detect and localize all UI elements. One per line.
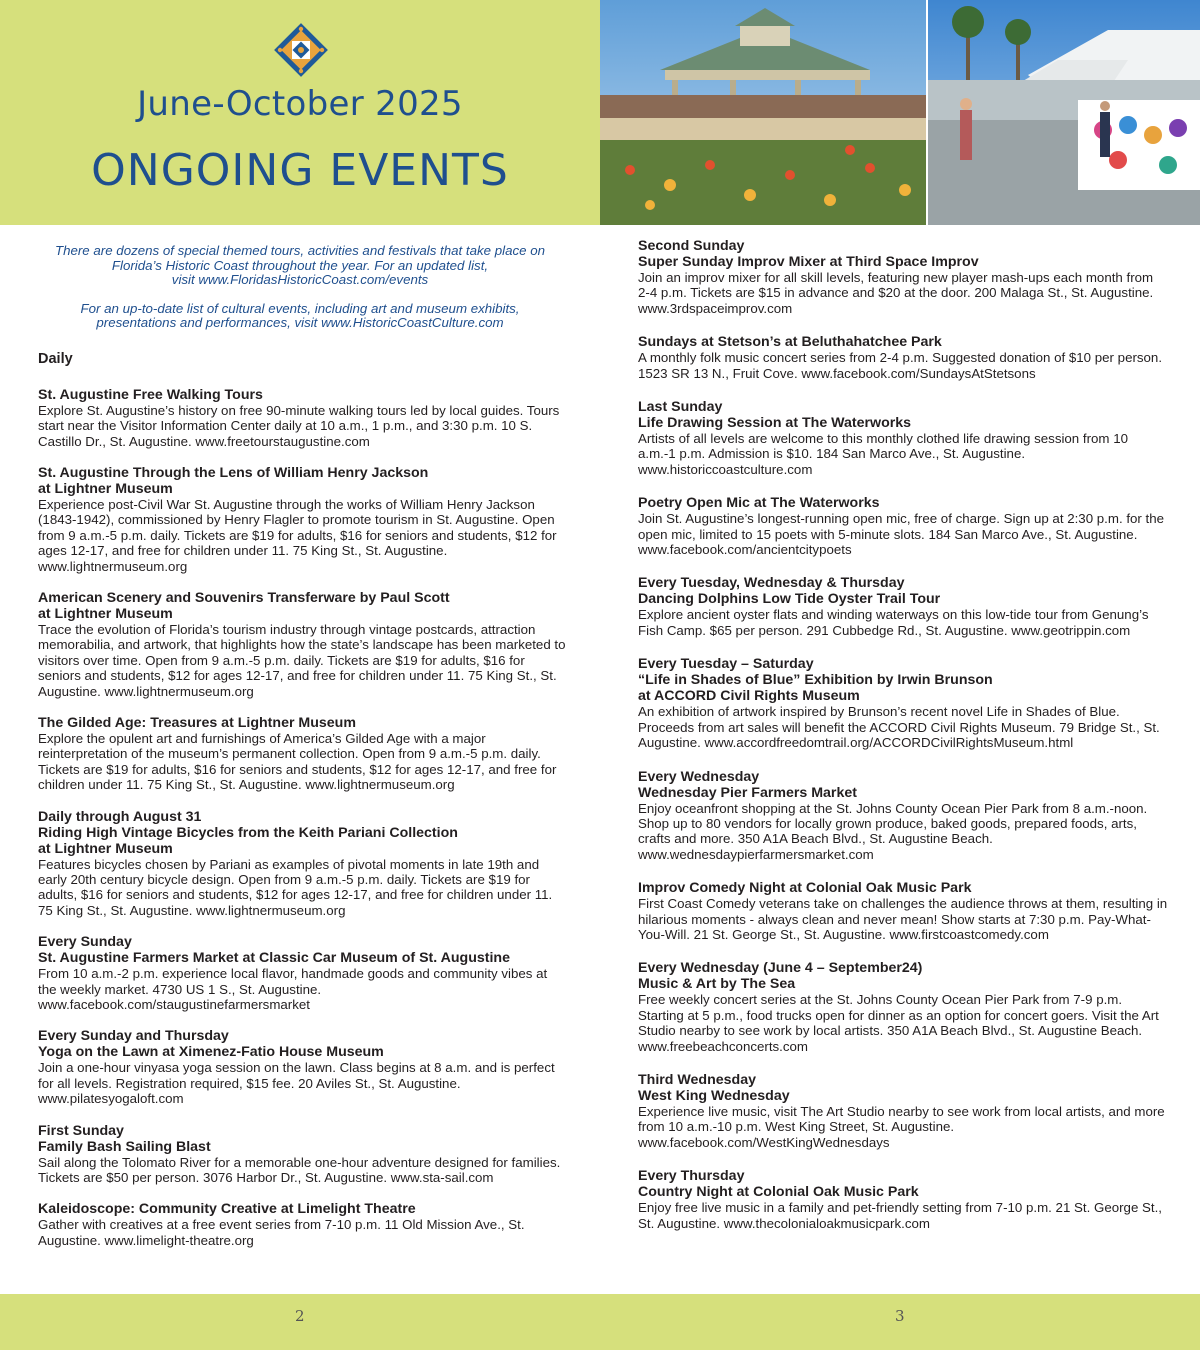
event-schedule-label: Every Sunday and Thursday (38, 1028, 229, 1045)
event-title: St. Augustine Farmers Market at Classic Car Museum of St. Augustine (38, 950, 510, 967)
event-entry (638, 495, 1168, 557)
event-entry (38, 1028, 568, 1106)
event-description: Join St. Augustine’s longest-running open mic, free of charge. Sign up at 2:30 p.m. for the open mic, limited to 15 poets with 5-minute slots. 184 San Marco Ave., St. Augustine. www.facebook.com/ancientcitypoets (638, 511, 1165, 558)
event-title: Kaleidoscope: Community Creative at Limelight Theatre (38, 1201, 416, 1218)
right-event-list (638, 238, 1168, 1231)
event-description: Artists of all levels are welcome to this monthly clothed life drawing session from 10 a.m.-1 p.m. Admission is $10. 184 San Marco Ave., St. Augustine. www.historiccoastculture.com (638, 431, 1128, 477)
event-entry (638, 238, 1168, 316)
event-title: Country Night at Colonial Oak Music Park (638, 1184, 919, 1201)
event-title: American Scenery and Souvenirs Transferware by Paul Scott (38, 589, 450, 606)
left-event-list (38, 387, 568, 1249)
event-description: From 10 a.m.-2 p.m. experience local flavor, handmade goods and community vibes at the weekly market. 4730 US 1 S., St. Augustine. www.facebook.com/staugustinefarmersmarket (38, 966, 548, 1013)
intro-line: visit www.FloridasHistoricCoast.com/events (171, 272, 429, 287)
intro-line: Florida’s Historic Coast throughout the year. For an updated list, (111, 257, 489, 273)
event-schedule-label: Every Tuesday – Saturday (638, 656, 814, 673)
right-column (638, 238, 1168, 1249)
event-schedule-label: Every Thursday (638, 1168, 745, 1185)
event-description: Join an improv mixer for all skill levels, featuring new player mash-ups each month from 2-4 p.m. Tickets are $15 in advance and $20 at the door. 200 Malaga St., St. Augustine. www.3rdspaceimprov.com (638, 270, 1154, 316)
event-entry (38, 715, 568, 793)
event-schedule-label: Every Wednesday (638, 768, 760, 785)
event-entry (638, 399, 1168, 477)
event-description: Free weekly concert series at the St. Johns County Ocean Pier Park from 7-9 p.m. Starting at 5 p.m., food trucks open for dinner as an option for concert goers. Visit the Art Studio nearby to see work by local artists. 350 A1A Beach Blvd., St. Augustine Beach. www.freebeachconcerts.com (638, 992, 1159, 1054)
intro-line: For an up-to-date list of cultural events, including art and museum exhibits, (80, 300, 520, 316)
event-description: Experience live music, visit The Art Studio nearby to see work from local artists, and more from 10 a.m.-10 p.m. West King Street, St. Augustine. www.facebook.com/WestKingWednesdays (638, 1103, 1165, 1150)
event-title: Wednesday Pier Farmers Market (638, 784, 857, 801)
event-schedule-label: Last Sunday (638, 399, 723, 416)
event-entry (38, 465, 568, 574)
event-description: Enjoy free live music in a family and pet-friendly setting from 7-10 p.m. 21 St. George St., St. Augustine. www.thecolonialoakmusicpark.com (638, 1200, 1162, 1231)
market-tents-photo (928, 0, 1200, 225)
event-entry (38, 1201, 568, 1248)
pavilion-crowd-photo (600, 0, 926, 225)
event-description: Explore the opulent art and furnishings of America’s Gilded Age with a major reinterpretation of the museum’s permanent collection. Open from 9 a.m.-5 p.m. daily. Tickets are $19 for adults, $16 for seniors and students, $12 for ages 12-17, and free for children under 11. 75 King St., St. Augustine. www.lightnermuseum.org (38, 730, 557, 793)
event-description: An exhibition of artwork inspired by Brunson’s recent novel Life in Shades of Blue. Proceeds from art sales will benefit the ACCORD Civil Rights Museum. 79 Bridge St., St. Augustine. www.accordfreedomtrail.org/ACCORDCivilRightsMuseum.html (638, 704, 1160, 751)
event-description: A monthly folk music concert series from 2-4 p.m. Suggested donation of $10 per person. 1523 SR 13 N., Fruit Cove. www.facebook.com/SundaysAtStetsons (638, 350, 1163, 381)
event-title: Improv Comedy Night at Colonial Oak Music Park (638, 880, 972, 897)
event-title: Yoga on the Lawn at Ximenez-Fatio House Museum (38, 1044, 384, 1061)
page-number-right: 3 (895, 1307, 905, 1325)
event-title: Poetry Open Mic at The Waterworks (638, 495, 880, 512)
footer-band (0, 1294, 1200, 1350)
event-entry (38, 809, 568, 919)
event-venue: at Lightner Museum (38, 840, 173, 857)
event-title: Family Bash Sailing Blast (38, 1138, 211, 1155)
event-title: Super Sunday Improv Mixer at Third Space Improv (638, 254, 979, 270)
page-number-left: 2 (295, 1307, 305, 1325)
event-entry (638, 1168, 1168, 1231)
event-entry (638, 334, 1168, 381)
event-schedule-label: Every Wednesday (June 4 – September24) (638, 960, 923, 977)
intro-line: There are dozens of special themed tours, activities and festivals that take place on (54, 243, 546, 258)
event-venue: at Lightner Museum (38, 605, 173, 622)
event-description: Explore ancient oyster flats and winding waterways on this low-tide tour from Genung’s Fish Camp. $65 per person. 291 Cubbedge Rd., St. Augustine. www.geotrippin.com (638, 607, 1149, 638)
event-title: Sundays at Stetson’s at Beluthahatchee Park (638, 334, 942, 351)
event-title: St. Augustine Through the Lens of William Henry Jackson (38, 464, 429, 481)
event-title: Life Drawing Session at The Waterworks (638, 415, 912, 432)
event-schedule-label: Every Tuesday, Wednesday & Thursday (638, 575, 905, 592)
event-schedule-label: First Sunday (38, 1122, 124, 1139)
event-description: Gather with creatives at a free event series from 7-10 p.m. 11 Old Mission Ave., St. Augustine. www.limelight-theatre.org (38, 1217, 525, 1248)
event-title: The Gilded Age: Treasures at Lightner Museum (38, 714, 356, 731)
event-entry (38, 1123, 568, 1186)
event-description: Experience post-Civil War St. Augustine through the works of William Henry Jackson (1843-1942), commissioned by Henry Flagler to promote tourism in St. Augustine. Open from 9 a.m.-5 p.m. daily. Tickets are $19 for adults, $16 for seniors and students, $12 for ages 12-17, and free for children under 11. 75 King St., St. Augustine. www.lightnermuseum.org (38, 496, 557, 574)
header-date-range: June-October 2025 (137, 84, 463, 124)
event-title: St. Augustine Free Walking Tours (38, 386, 263, 403)
event-title: West King Wednesday (638, 1087, 790, 1104)
intro-line: presentations and performances, visit www.HistoricCoastCulture.com (96, 315, 504, 330)
event-title: Dancing Dolphins Low Tide Oyster Trail Tour (638, 591, 941, 608)
event-entry (38, 934, 568, 1012)
event-description: Trace the evolution of Florida’s tourism industry through vintage postcards, attraction memorabilia, and artwork, that highlights how the state’s landscape has been marketed to visitors over time. Open from 9 a.m.-5 p.m. daily. Tickets are $19 for adults, $16 for seniors and students, $12 for ages 12-17, and free for children under 11. 75 King St., St. Augustine. www.lightnermuseum.org (38, 621, 566, 699)
event-title: Music & Art by The Sea (638, 976, 796, 993)
event-title: Riding High Vintage Bicycles from the Keith Pariani Collection (38, 824, 458, 841)
event-entry (638, 960, 1168, 1054)
event-entry (38, 387, 568, 449)
event-venue: at ACCORD Civil Rights Museum (638, 688, 860, 705)
event-entry (38, 590, 568, 699)
event-schedule-label: Second Sunday (638, 238, 745, 254)
event-description: Features bicycles chosen by Pariani as examples of pivotal moments in late 19th and early 20th century bicycle design. Open from 9 a.m.-5 p.m. daily. Tickets are $19 for adults, $16 for seniors and students, $12 for ages 12-17, and free for children under 11. 75 King St., St. Augustine. www.lightnermuseum.org (38, 856, 553, 918)
header-title: ONGOING EVENTS (91, 145, 509, 196)
event-title: “Life in Shades of Blue” Exhibition by Irwin Brunson (638, 672, 993, 689)
event-entry (638, 769, 1168, 863)
event-description: Join a one-hour vinyasa yoga session on the lawn. Class begins at 8 a.m. and is perfect for all levels. Registration required, $15 fee. 20 Aviles St., St. Augustine. www.pilatesyogaloft.com (38, 1060, 555, 1107)
event-schedule-label: Daily through August 31 (38, 808, 202, 825)
event-entry (638, 880, 1168, 942)
compass-tile-logo-icon (271, 20, 331, 80)
event-description: Explore St. Augustine’s history on free 90-minute walking tours led by local guides. Tours start near the Visitor Information Center daily at 10 a.m., 1 p.m., and 3:30 p.m. 10 S. Castillo Dr., St. Augustine. www.freetourstaugustine.com (38, 402, 560, 449)
event-entry (638, 656, 1168, 750)
left-column (38, 244, 568, 1264)
event-entry (638, 1072, 1168, 1150)
event-schedule-label: Third Wednesday (638, 1071, 756, 1088)
event-description: Enjoy oceanfront shopping at the St. Johns County Ocean Pier Park from 8 a.m.-noon. Shop up to 80 vendors for locally grown produce, baked goods, prepared foods, arts, crafts and more. 350 A1A Beach Blvd., St. Augustine Beach. www.wednesdaypierfarmersmarket.com (638, 800, 1148, 862)
event-description: Sail along the Tolomato River for a memorable one-hour adventure designed for families. Tickets are $50 per person. 3076 Harbor Dr., St. Augustine. www.sta-sail.com (38, 1154, 561, 1186)
event-schedule-label: Every Sunday (38, 934, 132, 951)
event-entry (638, 575, 1168, 638)
event-description: First Coast Comedy veterans take on challenges the audience throws at them, resulting in hilarious moments - always clean and never mean! Show starts at 7:30 p.m. Pay-What-You-Will. 21 St. George St., St. Augustine. www.firstcoastcomedy.com (638, 896, 1168, 942)
section-heading-daily: Daily (38, 350, 73, 367)
event-venue: at Lightner Museum (38, 480, 173, 497)
header-band (0, 0, 600, 225)
intro-note (38, 244, 562, 331)
